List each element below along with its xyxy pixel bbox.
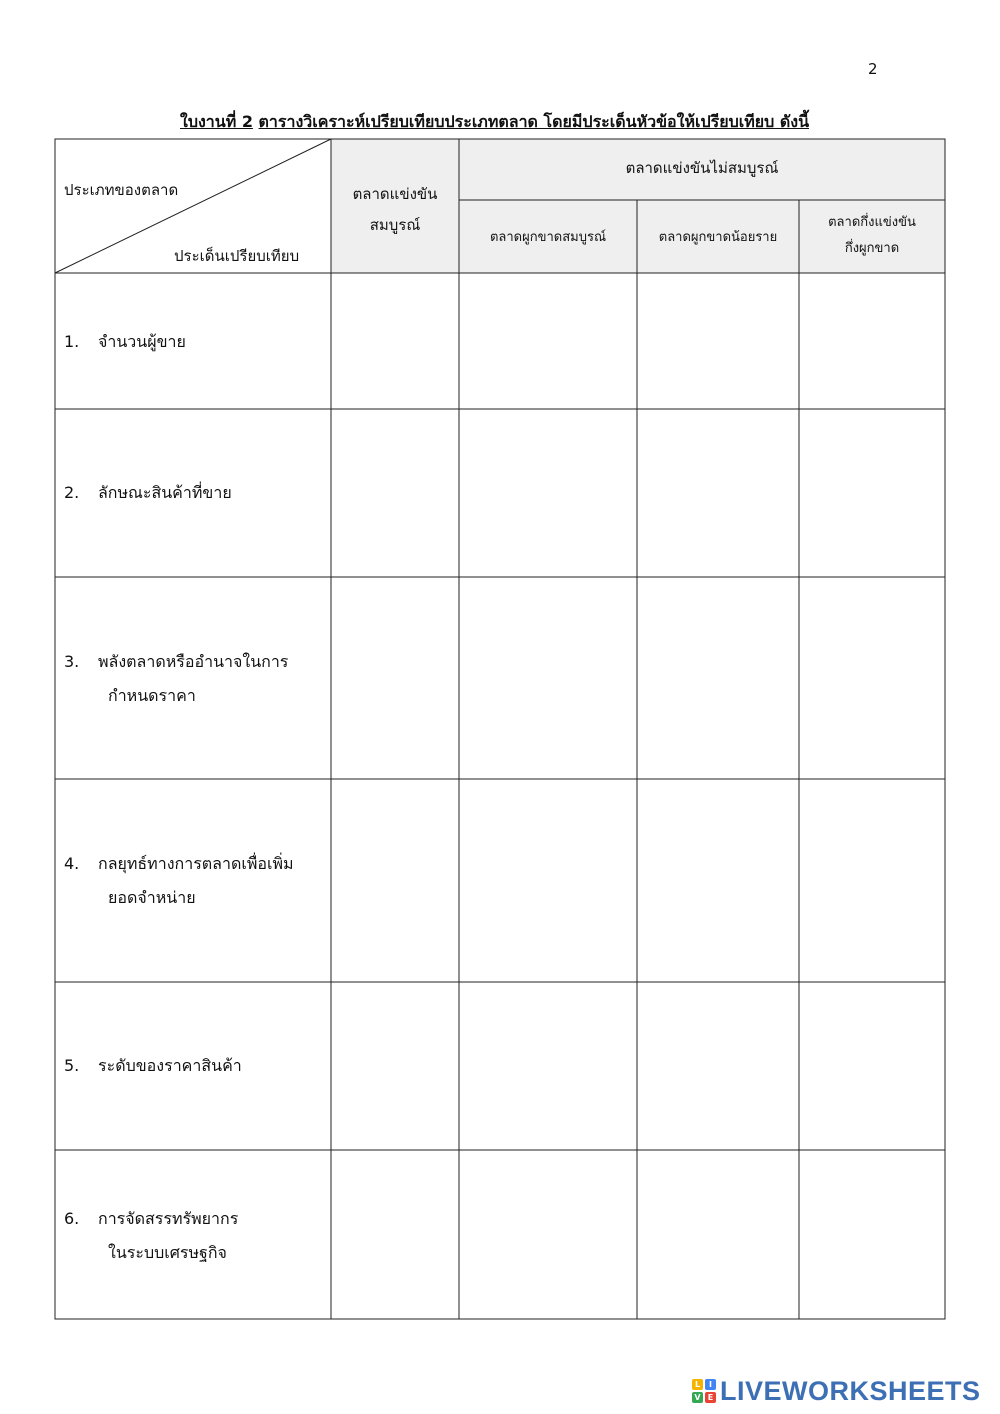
table-row-label: [64, 645, 288, 713]
row-number: 2.: [64, 483, 80, 502]
header-perfect-competition: [331, 178, 459, 242]
row-topic-cont: กำหนดราคา: [108, 686, 196, 705]
table-row-label: [64, 325, 186, 359]
row-number: 6.: [64, 1209, 80, 1228]
table-row-label: [64, 847, 294, 915]
header-imperfect-competition: ตลาดแข่งขันไม่สมบูรณ์: [625, 159, 779, 177]
row-number: 5.: [64, 1056, 80, 1075]
row-topic-cont: ในระบบเศรษฐกิจ: [108, 1243, 227, 1262]
row-topic: ลักษณะสินค้าที่ขาย: [98, 483, 232, 502]
logo-letter-e: E: [705, 1392, 716, 1403]
worksheet-title: [180, 110, 809, 135]
page-number: 2: [868, 60, 878, 78]
header-perfect-line2: สมบูรณ์: [369, 216, 421, 234]
table-row-label: [64, 1202, 238, 1270]
title-lead: ใบงานที่ 2: [180, 112, 253, 131]
brand-logo-icon: [692, 1379, 716, 1403]
row-number: 3.: [64, 652, 80, 671]
logo-letter-v: V: [692, 1392, 703, 1403]
row-number: 4.: [64, 854, 80, 873]
row-topic: การจัดสรรทรัพยากร: [98, 1209, 239, 1228]
logo-letter-l: L: [692, 1379, 703, 1390]
row-topic-cont: ยอดจำหน่าย: [108, 888, 196, 907]
table-row-label: [64, 1049, 242, 1083]
row-topic: ระดับของราคาสินค้า: [98, 1056, 242, 1075]
corner-label-comparison: ประเด็นเปรียบเทียบ: [174, 247, 300, 265]
brand-name: LIVEWORKSHEETS: [720, 1375, 981, 1406]
header-monopolistic-competition: [799, 210, 945, 262]
logo-letter-i: I: [705, 1379, 716, 1390]
header-monopolistic-line1: ตลาดกึ่งแข่งขัน: [828, 215, 916, 230]
header-perfect-line1: ตลาดแข่งขัน: [352, 185, 438, 203]
row-topic: จำนวนผู้ขาย: [98, 332, 186, 351]
row-topic: กลยุทธ์ทางการตลาดเพื่อเพิ่ม: [98, 854, 294, 873]
header-oligopoly: ตลาดผูกขาดน้อยราย: [658, 230, 778, 245]
corner-label-market-type: ประเภทของตลาด: [64, 181, 179, 199]
row-topic: พลังตลาดหรืออำนาจในการ: [98, 652, 289, 671]
header-monopoly: ตลาดผูกขาดสมบูรณ์: [489, 230, 607, 245]
header-monopolistic-line2: กึ่งผูกขาด: [844, 241, 900, 256]
table-row-label: [64, 476, 232, 510]
title-rest: ตารางวิเคราะห์เปรียบเทียบประเภทตลาด โดยมีประเด็นหัวข้อให้เปรียบเทียบ ดังนี้: [258, 112, 810, 131]
liveworksheets-logo: [692, 1376, 981, 1406]
row-number: 1.: [64, 332, 80, 351]
